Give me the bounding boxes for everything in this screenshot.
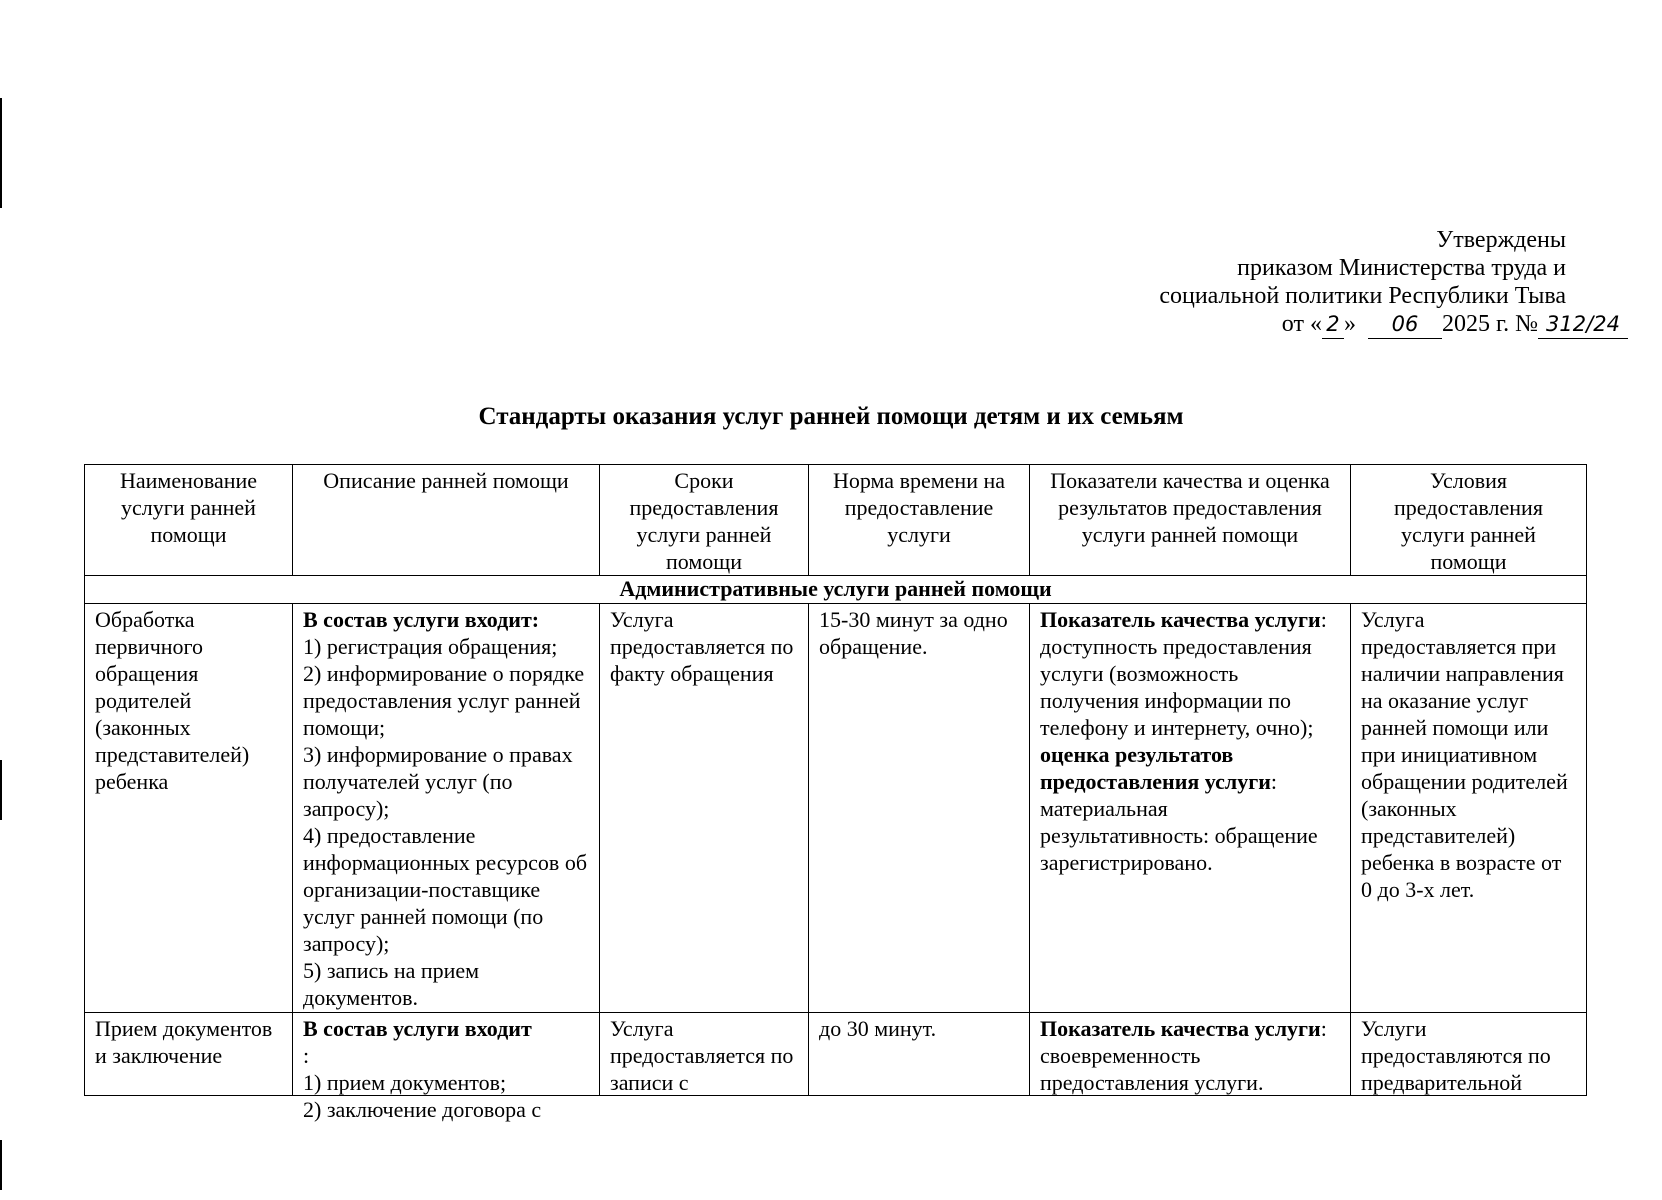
scan-edge-line <box>0 98 2 208</box>
section-row <box>85 576 1587 604</box>
cell-service-name <box>85 1013 293 1096</box>
cell-terms-text: Услуга предоставляется по записи с <box>610 1016 794 1095</box>
approval-line-1: Утверждены <box>1436 227 1566 253</box>
approval-date-line <box>1006 310 1628 339</box>
cell-description <box>293 1013 600 1122</box>
approval-line-3: социальной политики Республики Тыва <box>1159 283 1566 309</box>
approval-block <box>1006 226 1620 339</box>
header-quality: Показатели качества и оценка результатов предоставления услуги ранней помощи <box>1030 465 1351 576</box>
scan-edge-line <box>0 760 2 820</box>
description-lead-line <box>303 1015 589 1069</box>
cell-conditions <box>1351 1013 1587 1096</box>
cell-terms: Услуга предоставляется по факту обращения <box>600 604 809 1013</box>
cell-quality <box>1030 1013 1351 1096</box>
header-terms: Сроки предоставления услуги ранней помощи <box>600 465 809 576</box>
result-lead: оценка результатов предоставления услуги <box>1040 742 1271 794</box>
quality-lead: Показатель качества услуги <box>1040 1016 1321 1041</box>
standards-table <box>84 464 1587 1122</box>
document-number: 312/24 <box>1538 310 1628 339</box>
header-conditions: Условия предоставления услуги ранней помощи <box>1351 465 1587 576</box>
header-time-norm: Норма времени на предоставление услуги <box>809 465 1030 576</box>
description-item: 1) прием документов; <box>303 1070 507 1095</box>
description-colon: : <box>303 1043 310 1068</box>
cell-service-name: Обработка первичного обращения родителей (законных представителей) ребенка <box>85 604 293 1013</box>
date-prefix: от « <box>1281 311 1322 337</box>
cell-service-name-text: Прием документов и заключение <box>95 1016 273 1068</box>
description-lead: В состав услуги входит: <box>303 607 540 632</box>
table-header-row <box>85 465 1587 576</box>
date-day-close: » <box>1343 311 1356 337</box>
quality-text: : доступность предоставления услуги (возможность получения информации по телефону и интернету, очно); <box>1040 607 1327 740</box>
description-item: 1) регистрация обращения; <box>303 634 558 659</box>
cell-conditions: Услуга предоставляется при наличии направления на оказание услуг ранней помощи или при инициативном обращении родителей (законных представителей) ребенка в возрасте от 0 до 3-х лет. <box>1351 604 1587 1013</box>
approval-line-2: приказом Министерства труда и <box>1237 255 1566 281</box>
date-year: 2025 г. № <box>1441 311 1538 337</box>
section-title: Административные услуги ранней помощи <box>85 576 1587 604</box>
description-item: 2) заключение договора с <box>303 1097 542 1122</box>
date-day: 2 <box>1322 310 1344 339</box>
scan-edge-line <box>0 1140 2 1190</box>
table-row <box>85 1013 1587 1096</box>
quality-lead: Показатель качества услуги <box>1040 607 1321 632</box>
description-lead: В состав услуги входит <box>303 1016 532 1041</box>
cell-quality <box>1030 604 1351 1013</box>
cell-time-norm: 15-30 минут за одно обращение. <box>809 604 1030 1013</box>
cell-description <box>293 604 600 1013</box>
description-item: 2) информирование о порядке предоставления услуг ранней помощи; <box>303 661 585 740</box>
result-text: : материальная результативность: обращение зарегистрировано. <box>1040 769 1318 875</box>
cell-time-norm <box>809 1013 1030 1096</box>
header-description: Описание ранней помощи <box>293 465 600 576</box>
cell-conditions-text: Услуги предоставляются по предварительной <box>1361 1016 1551 1095</box>
cell-terms <box>600 1013 809 1096</box>
date-month: 06 <box>1368 310 1442 339</box>
description-item: 3) информирование о правах получателей услуг (по запросу); <box>303 742 573 821</box>
document-title: Стандарты оказания услуг ранней помощи детям и их семьям <box>478 403 1184 430</box>
description-item: 5) запись на прием документов. <box>303 958 480 1010</box>
quality-text: : своевременность предоставления услуги. <box>1040 1016 1327 1095</box>
table-row <box>85 604 1587 1013</box>
description-item: 4) предоставление информационных ресурсов об организации-поставщике услуг ранней помощи (по запросу); <box>303 823 588 956</box>
cell-time-norm-text: до 30 минут. <box>819 1016 937 1041</box>
header-service-name: Наименование услуги ранней помощи <box>85 465 293 576</box>
